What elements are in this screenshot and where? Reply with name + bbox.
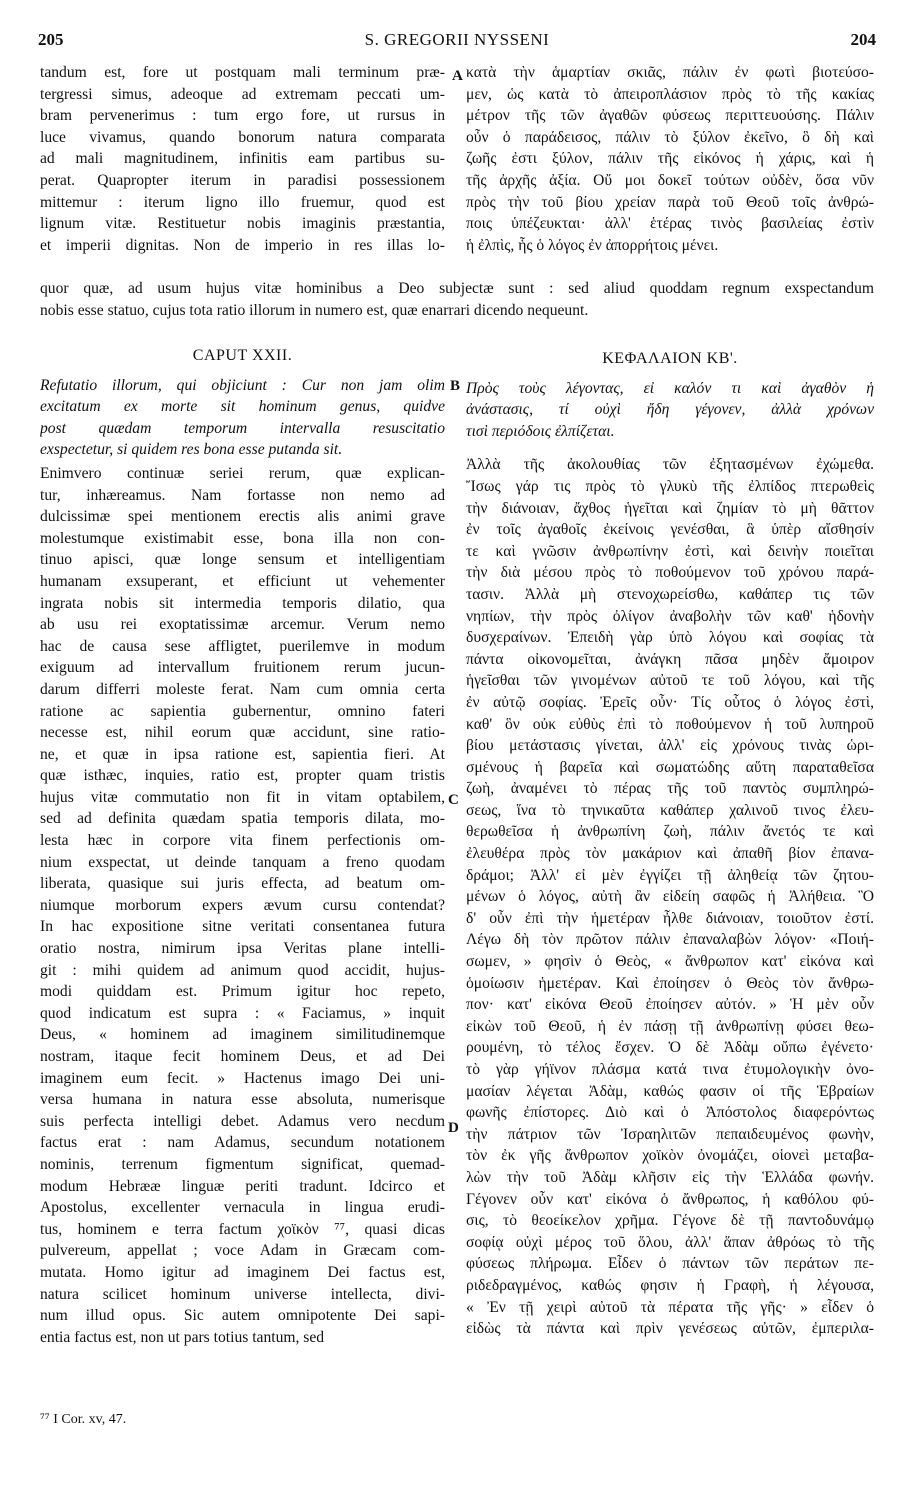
- greek-top-line: τῆς ἀρχῆς ἀξία. Οὔ μοι δοκεῖ τούτων οὐδὲν, ὅσα νῦν: [466, 171, 874, 189]
- greek-body-line: « Ἐν τῇ χειρὶ αὐτοῦ τὰ πέρατα τῆς γῆς· » εἶδεν ὁ: [466, 1298, 874, 1316]
- latin-body-line: tus, hominem e terra factum χοϊκὸν ⁷⁷, quasi dicas: [40, 1220, 445, 1238]
- greek-body-line: τὸν ἐκ γῆς ἄνθρωπον χοϊκὸν ὀνομάζει, οἱονεὶ μεταβα-: [466, 1147, 874, 1165]
- latin-body-line: versa humana in natura esse absoluta, numerisque: [40, 1091, 445, 1109]
- latin-top-line: tandum est, fore ut postquam mali terminum præ-: [40, 64, 445, 81]
- latin-column-top: [40, 62, 445, 256]
- margin-marker-b: B: [450, 378, 461, 394]
- latin-body-line: ingrata nobis sit intermedia temporis dilatio, qua: [40, 594, 445, 612]
- latin-body-line: Deus, « hominem ad imaginem similitudinemque: [40, 1026, 445, 1044]
- latin-body-line: molestumque existimabit esse, bona illa non con-: [40, 529, 445, 547]
- latin-body-line: num illud opus. Sic autem omnipotente Dei sapi-: [40, 1307, 445, 1325]
- span-lines-line: nobis esse statuo, cujus tota ratio illorum in numero est, quæ enarrari dicendo nequeunt.: [40, 301, 589, 319]
- latin-top-line: luce vivamus, quando bonorum natura comparata: [40, 128, 445, 146]
- greek-body-line: τὴν διὰ μέσου πρὸς τὸ ποθούμενον τοῦ χρόνου παρά-: [466, 564, 874, 582]
- latin-column-body: [40, 345, 445, 1348]
- latin-body-line: tinuo apisci, quæ longe sensum et intelligentiam: [40, 551, 445, 569]
- greek-summary: [466, 378, 874, 443]
- greek-summary-line: ἀνάστασις, τί οὐχὶ ἤδη γέγονεν, ἀλλὰ χρόνων: [466, 401, 874, 419]
- latin-body-line: pulvereum, appellat ; voce Adam in Græcam com-: [40, 1242, 445, 1260]
- latin-body-line: Enimvero continuæ seriei rerum, quæ explican-: [40, 464, 445, 482]
- span-lines-line: quor quæ, ad usum hujus vitæ hominibus a Deo subjectæ sunt : sed aliud quoddam regnum exspectandum: [40, 280, 874, 297]
- greek-body-line: ἐν τοῖς ἀγαθοῖς ἐκείνοις γενέσθαι, ἃ ὑπὲρ αἴσθησίν: [466, 521, 874, 539]
- latin-body-line: sed ad definita quædam spatia temporis dilata, mo-: [40, 810, 445, 828]
- greek-body-line: τὸ γὰρ γήϊνον πλάσμα κατά τινα ἐτυμολογικὴν ὀνο-: [466, 1061, 874, 1078]
- latin-body-line: hac de causa sese affligtet, puerilemve in modum: [40, 637, 445, 655]
- latin-body-line: dulcissimæ spei mentionem erectis alis animi grave: [40, 508, 445, 526]
- greek-body-line: θερωθεῖσα ἡ ἀνθρωπίνη ζωὴ, πάλιν ἄνετός τε καὶ: [466, 823, 874, 841]
- latin-top-line: bram pervenerimus : tum ergo fore, ut rursus in: [40, 107, 445, 125]
- greek-body-line: ἡγεῖσθαι τῶν γινομένων αὐτοῦ τε τοῦ λόγου, καὶ τῆς: [466, 672, 874, 690]
- greek-body-line: λὼν τὴν τοῦ Ἀδὰμ κλῆσιν εἰς τὴν Ἑλλάδα φωνήν.: [466, 1168, 874, 1186]
- greek-body-line: σεως, ἵνα τὸ τηνικαῦτα καθάπερ χαλινοῦ τινος ἐλευ-: [466, 801, 874, 819]
- greek-body-line: νηπίων, τὴν πρὸς ὀλίγον ἀναβολὴν τῶν καθ' ἡδονὴν: [466, 607, 874, 625]
- greek-top-line: ζωῆς ἐστι ξύλον, πάλιν τῆς εἰκόνος ἡ χάρις, καὶ ἡ: [466, 150, 874, 168]
- latin-summary-line: excitatum ex morte sit hominum genus, quidve: [40, 398, 445, 416]
- footnote: ⁷⁷ I Cor. xv, 47.: [40, 1412, 127, 1427]
- greek-top-line: μεν, ὡς κατὰ τὸ ἀπειροπλάσιον πρὸς τὸ τῆς κακίας: [466, 85, 874, 103]
- latin-body-line: humanam exsuperant, et efficiunt ut vehementer: [40, 572, 445, 590]
- latin-summary-line: exspectetur, si quidem res bona esse putanda sit.: [40, 441, 343, 459]
- latin-body-line: oratio nostra, nimirum ipsa Veritas plane intelli-: [40, 940, 445, 958]
- greek-body-line: σωμεν, » φησὶν ὁ Θεὸς, « ἄνθρωπον κατ' εἰκόνα καὶ: [466, 953, 874, 971]
- greek-top-line: κατὰ τὴν ἁμαρτίαν σκιᾶς, πάλιν ἐν φωτὶ βιοτεύσο-: [466, 64, 874, 81]
- margin-marker-a: A: [452, 68, 463, 84]
- running-title: S. GREGORII NYSSENI: [364, 30, 550, 49]
- greek-body-line: ἐν αὐτῷ σοφίας. Ἐρεῖς οὖν· Τίς οὗτος ὁ λόγος ἐστὶ,: [466, 693, 874, 711]
- latin-body-line: git : mihi quidem ad animum quod accidit, hujus-: [40, 961, 445, 979]
- greek-body-line: εἰδὼς τὰ πάντα καὶ πρὶν γενέσεως αὐτῶν, ἐμπεριλα-: [466, 1320, 874, 1338]
- latin-body-line: ne, et quæ in ipsa ratione est, sapientia fieri. At: [40, 745, 445, 763]
- latin-body-text: [40, 463, 445, 1348]
- latin-body-line: In hac expositione sitne veritati consentanea futura: [40, 918, 445, 936]
- latin-body-line: quod indicatum est supra : « Faciamus, » inquit: [40, 1004, 445, 1022]
- greek-body-line: Ἀλλὰ τῆς ἀκολουθίας τῶν ἐξητασμένων ἐχώμεθα.: [466, 456, 874, 474]
- latin-body-line: modi quiddam est. Primum igitur hoc repeto,: [40, 983, 445, 1001]
- latin-body-line: entia factus est, non ut pars totius tantum, sed: [40, 1328, 325, 1346]
- latin-summary-line: post quædam temporum intervalla resuscitatio: [40, 419, 445, 437]
- greek-top-line: ἡ ἐλπὶς, ἧς ὁ λόγος ἐν ἀπορρήτοις μένει.: [466, 236, 719, 254]
- latin-body-line: ratione ac sapientia gubernentur, omnino fateri: [40, 702, 445, 720]
- greek-body-line: δυσχεραίνων. Ἐπειδὴ γὰρ ὑπὸ λόγου καὶ σοφίας τὰ: [466, 629, 874, 647]
- greek-body-line: ρουμένη, τὸ τέλος ἔσχεν. Ὁ δὲ Ἀδὰμ οὔπω ἐγένετο·: [466, 1039, 874, 1057]
- latin-top-line: mittemur : iterum ligno illo fruemur, quod est: [40, 193, 445, 211]
- greek-body-line: τε καὶ γνῶσιν ἀνθρωπίνην ἐστὶ, καὶ δεινὴν ποιεῖται: [466, 542, 874, 560]
- greek-body-line: φύσεως πλήρωμα. Εἶδεν ὁ πάντων τῶν περάτων πε-: [466, 1255, 874, 1273]
- greek-column-top: [466, 62, 874, 256]
- greek-body-line: ὁμοίωσιν ἡμετέραν. Καὶ ἐποίησεν ὁ Θεὸς τὸν ἄνθρω-: [466, 974, 874, 992]
- greek-top-line: μέτρον τῆς τῶν ἀγαθῶν φύσεως περιττευούσης. Πάλιν: [466, 107, 874, 125]
- greek-body-line: σμένους ἡ βαρεῖα καὶ σωματώδης αὕτη παραταθεῖσα: [466, 758, 874, 776]
- greek-top-line: πρὸς τὴν τοῦ βίου χρείαν παρὰ τοῦ Θεοῦ τοῖς ἀνθρώ-: [466, 193, 874, 211]
- greek-body-line: Λέγω δὴ τὸν πρῶτον πάλιν ἐπαναλαβὼν λόγον· «Ποιή-: [466, 931, 874, 949]
- greek-body-line: δ' οὖν ἐπὶ τὴν ἡμετέραν ἦλθε διάνοιαν, τοιοῦτον ἐστί.: [466, 909, 874, 927]
- latin-body-line: quæ isthæc, inquies, ratio est, propter quam tristis: [40, 767, 445, 785]
- latin-body-line: necesse est, nihil eorum quæ accidunt, sine ratio-: [40, 724, 445, 742]
- latin-body-line: tur, inhæreamus. Nam fortasse non nemo ad: [40, 486, 445, 504]
- latin-body-line: factus erat : nam Adamus, secundum notationem: [40, 1134, 445, 1152]
- greek-body-line: σις, τὸ θεοείκελον χρῆμα. Γέγονε δὲ τῇ παντοδυνάμῳ: [466, 1212, 874, 1230]
- full-width-lines: [40, 278, 874, 321]
- latin-body-line: liberata, quasique sui juris effecta, ad beatum om-: [40, 875, 445, 893]
- latin-summary-line: Refutatio illorum, qui objiciunt : Cur non jam olim: [40, 376, 445, 394]
- greek-body-line: ζωὴ, ἀναμένει τὸ πέρας τῆς τοῦ παντὸς συμπληρώ-: [466, 780, 874, 798]
- margin-marker-c: C: [448, 792, 459, 808]
- greek-body-line: εἰκὼν τοῦ Θεοῦ, ἡ ἐν πάσῃ τῇ ἀνθρωπίνῃ φύσει θεω-: [466, 1017, 874, 1035]
- greek-summary-line: Πρὸς τοὺς λέγοντας, εἰ καλόν τι καὶ ἀγαθὸν ἡ: [466, 379, 874, 397]
- greek-body-line: πάντα οἰκονομεῖται, ἀνάγκη πᾶσα μηδὲν ἄμοιρον: [466, 650, 874, 668]
- greek-body-line: ἐλευθέρα πρὸς τὸν μακάριον καὶ ἀπαθῆ βίον ἐπανα-: [466, 845, 874, 863]
- page-number-right: 204: [850, 30, 876, 49]
- latin-body-line: mutata. Homo igitur ad imaginem Dei factus est,: [40, 1263, 445, 1281]
- latin-body-line: Apostolus, excellenter vernacula in lingua erudi-: [40, 1199, 445, 1217]
- latin-body-line: nostram, itaque fecit hominem Deus, et ad Dei: [40, 1048, 445, 1065]
- greek-top-line: ποις ὑπέζευκται· ἀλλ' ἑτέρας τινὸς βασιλείας ἐστὶν: [466, 215, 874, 233]
- latin-top-line: perat. Quapropter iterum in paradisi possessionem: [40, 171, 445, 189]
- greek-body-line: Ἴσως γάρ τις πρὸς τὸ γλυκὺ τῆς ἐλπίδος πτερωθεὶς: [466, 477, 874, 495]
- latin-body-line: nium exspectat, ut deinde tanquam a freno quodam: [40, 853, 445, 871]
- greek-body-line: τὴν πάτριον τῶν Ἰσραηλιτῶν πεπαιδευμένος φωνὴν,: [466, 1125, 874, 1143]
- latin-top-line: lignum vitæ. Restituetur nobis imaginis præstantia,: [40, 215, 445, 233]
- latin-body-line: ab usu rei exoptatissimæ arcemur. Verum nemo: [40, 616, 445, 634]
- greek-body-line: βίου μετάστασις γίνεται, ἀλλ' εἰς χρόνους τινὰς ὡρι-: [466, 737, 874, 755]
- latin-top-line: et imperii dignitas. Non de imperio in res illas lo-: [40, 236, 445, 254]
- latin-chapter-heading: CAPUT XXII.: [192, 347, 293, 364]
- latin-body-line: natura scilicet hominum universe intellecta, divi-: [40, 1285, 445, 1303]
- greek-chapter-heading: ΚΕΦΑΛΑΙΟΝ ΚΒ'.: [602, 350, 738, 367]
- greek-body-line: φωνῆς ἐπίστορες. Διὸ καὶ ὁ Ἀπόστολος διαφερόντως: [466, 1104, 874, 1122]
- greek-body-line: Γέγονεν οὖν κατ' εἰκόνα ὁ ἄνθρωπος, ἡ καθόλου φύ-: [466, 1190, 874, 1208]
- greek-body-line: ριδεδραγμένος, καθώς φησιν ἡ Γραφὴ, ἡ λέγουσα,: [466, 1276, 874, 1294]
- running-header: [38, 30, 876, 54]
- greek-body-line: μασίαν λέγεται Ἀδὰμ, καθώς φασιν οἱ τῆς Ἑβραίων: [466, 1082, 874, 1100]
- margin-marker-d: D: [448, 1120, 459, 1136]
- latin-body-line: nominis, terrenum figmentum significat, quemad-: [40, 1155, 445, 1173]
- latin-body-line: hujus vitæ commutatio non fit in vitam optabilem,: [40, 788, 445, 806]
- greek-body-line: τασιν. Ἀλλὰ μὴ στενοχωρείσθω, καθάπερ τις τῶν: [466, 585, 874, 603]
- greek-body-line: καθ' ὃν οὐκ εὐθὺς ἐπὶ τὸ ποθούμενον ἡ τοῦ λυπηροῦ: [466, 715, 874, 733]
- greek-body-line: τὴν διάνοιαν, ἄχθος ἡγεῖται καὶ ζημίαν τὸ μὴ θᾶττον: [466, 499, 874, 517]
- latin-body-line: darum differri moleste ferat. Nam cum omnia certa: [40, 680, 445, 698]
- latin-body-line: imaginem eum fecit. » Hactenus imago Dei uni-: [40, 1069, 445, 1087]
- latin-summary: [40, 375, 445, 461]
- greek-summary-line: τισὶ περιόδοις ἐλπίζεται.: [466, 422, 615, 440]
- greek-body-line: μένων ὁ λόγος, αὐτὴ ἂν εἰδείη σαφῶς ἡ Ἀλήθεια. Ὃ: [466, 888, 874, 906]
- latin-body-line: lesta hæc in corpore vita finem perfectionis om-: [40, 832, 445, 850]
- latin-body-line: niumque morborum expers ævum cursu contendat?: [40, 896, 445, 914]
- greek-column-body: [466, 348, 874, 1340]
- latin-top-line: ad mali magnitudinem, infinitis eam partibus su-: [40, 150, 445, 168]
- latin-body-line: suis perfecta intelligi debet. Adamus vero necdum: [40, 1112, 445, 1130]
- greek-body-line: δράμοι; Ἀλλ' εἰ μὲν ἐγγίζει τῇ ἀληθείᾳ τῶν ζητου-: [466, 866, 874, 884]
- latin-body-line: exiguum ad intervallum fruitionem rerum jucun-: [40, 659, 445, 677]
- greek-body-text: [466, 454, 874, 1339]
- greek-body-line: σοφίᾳ οὐχὶ μέρος τοῦ ὅλου, ἀλλ' ἅπαν ἀθρόως τὸ τῆς: [466, 1233, 874, 1251]
- greek-top-line: οὖν ὁ παράδεισος, πάλιν τὸ ξύλον ἐκεῖνο, ὃ δὴ καὶ: [466, 128, 874, 146]
- page-number-left: 205: [38, 30, 64, 49]
- latin-top-line: tergressi simus, adeoque ad extremam peccati um-: [40, 85, 445, 103]
- greek-body-line: πον· κατ' εἰκόνα Θεοῦ ἐποίησεν αὐτόν. » Ἡ μὲν οὖν: [466, 996, 874, 1014]
- latin-body-line: modum Hebrææ linguæ periti tradunt. Idcirco et: [40, 1177, 445, 1195]
